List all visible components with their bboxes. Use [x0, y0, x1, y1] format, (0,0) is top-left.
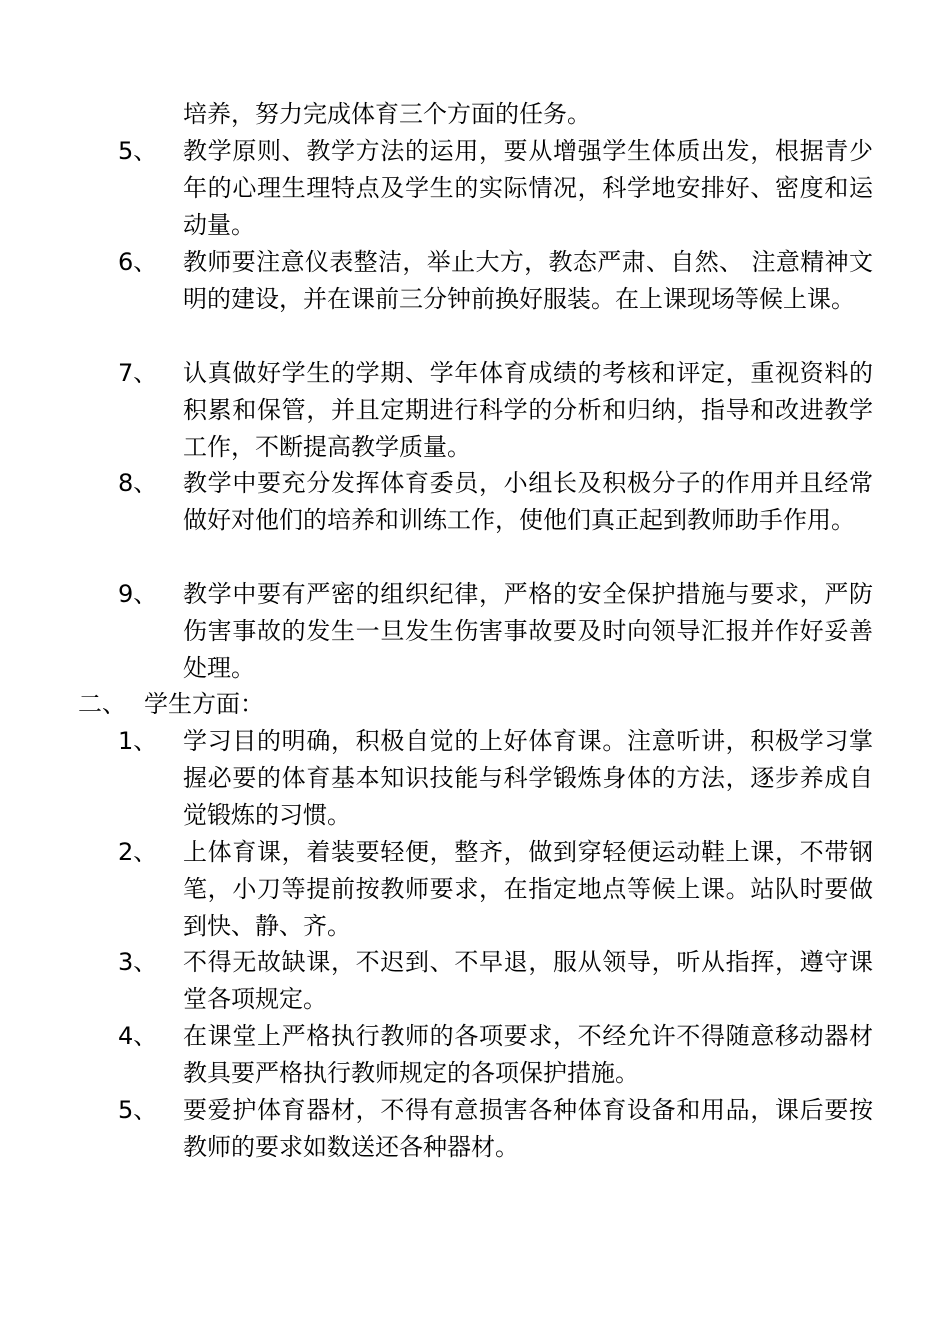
- item-text: 教学原则、教学方法的运用，要从增强学生体质出发，根据青少年的心理生理特点及学生的实际情况，科学地安排好、密度和运动量。: [183, 137, 873, 239]
- item-number: 5、: [118, 137, 158, 165]
- section-heading: [78, 686, 264, 723]
- item-number: 8、: [118, 469, 158, 497]
- item-text: 教学中要有严密的组织纪律，严格的安全保护措施与要求，严防伤害事故的发生一旦发生伤害事故要及时向领导汇报并作好妥善处理。: [183, 580, 873, 682]
- item-text: 不得无故缺课，不迟到、不早退，服从领导，听从指挥，遵守课堂各项规定。: [183, 948, 873, 1013]
- item-number: 2、: [118, 838, 158, 866]
- item-text: 认真做好学生的学期、学年体育成绩的考核和评定，重视资料的积累和保管，并且定期进行科学的分析和归纳，指导和改进教学工作，不断提高教学质量。: [183, 359, 873, 461]
- item-number: 5、: [118, 1096, 158, 1124]
- section-number: 二、: [78, 690, 126, 718]
- continuation-paragraph: 培养，努力完成体育三个方面的任务。: [183, 100, 591, 128]
- item-text: 教学中要充分发挥体育委员，小组长及积极分子的作用并且经常做好对他们的培养和训练工作，使他们真正起到教师助手作用。: [183, 469, 873, 534]
- section-title: 学生方面：: [144, 690, 264, 718]
- item-text: 要爱护体育器材，不得有意损害各种体育设备和用品，课后要按教师的要求如数送还各种器材。: [183, 1096, 873, 1161]
- item-number: 3、: [118, 948, 158, 976]
- item-text: 在课堂上严格执行教师的各项要求，不经允许不得随意移动器材教具要严格执行教师规定的各项保护措施。: [183, 1022, 873, 1087]
- item-text: 教师要注意仪表整洁，举止大方，教态严肃、自然、 注意精神文明的建设，并在课前三分钟前换好服装。在上课现场等候上课。: [183, 248, 873, 313]
- item-number: 7、: [118, 359, 158, 387]
- item-text: 上体育课，着装要轻便，整齐，做到穿轻便运动鞋上课，不带钢笔，小刀等提前按教师要求，在指定地点等候上课。站队时要做到快、静、齐。: [183, 838, 873, 940]
- item-number: 1、: [118, 727, 158, 755]
- item-number: 6、: [118, 248, 158, 276]
- item-number: 4、: [118, 1022, 158, 1050]
- item-text: 学习目的明确，积极自觉的上好体育课。注意听讲，积极学习掌握必要的体育基本知识技能与科学锻炼身体的方法，逐步养成自觉锻炼的习惯。: [183, 727, 873, 829]
- item-number: 9、: [118, 580, 158, 608]
